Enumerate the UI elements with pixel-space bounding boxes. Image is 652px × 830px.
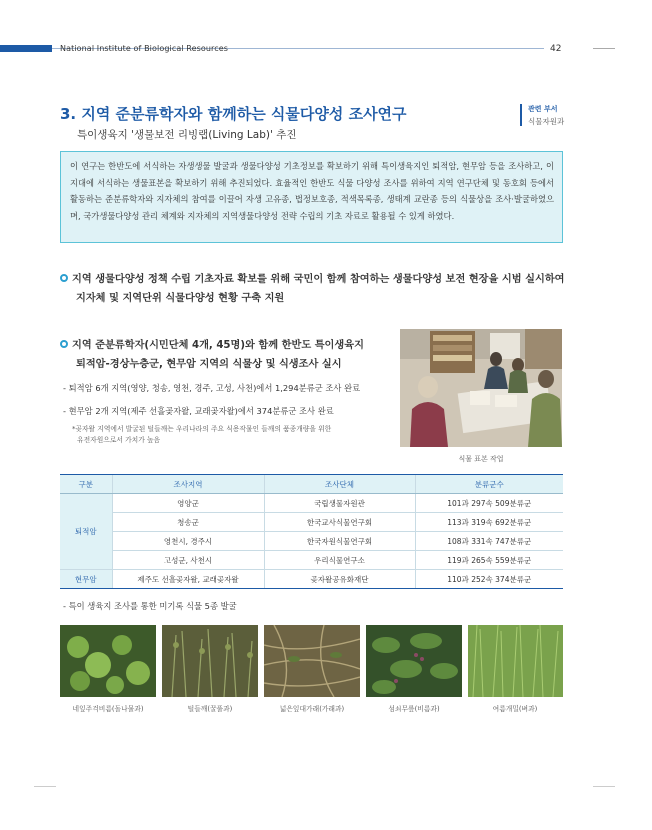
table-cell: 국립생물자원관 (264, 494, 415, 513)
bullet-policy (60, 270, 570, 308)
detail-sedimentary: - 퇴적암 6개 지역(영양, 청송, 영천, 경주, 고성, 사천)에서 1,294분류군 조사 완료 (63, 383, 361, 393)
related-dept-value: 식물자원과 (528, 117, 565, 126)
table-cell: 110과 252속 374분류군 (415, 570, 563, 589)
table-cell: 영천시, 경주시 (112, 532, 264, 551)
plant-photo-4 (366, 625, 462, 697)
table-cell: 고성군, 사천시 (112, 551, 264, 570)
section-title: 3. 지역 준분류학자와 함께하는 식물다양성 조사연구 (60, 105, 407, 123)
table-cell: 영양군 (112, 494, 264, 513)
group-sedimentary: 퇴적암 (60, 494, 112, 570)
header-dash (593, 48, 615, 49)
table-cell: 청송군 (112, 513, 264, 532)
related-dept-label: 관련 부서 (528, 105, 558, 113)
bullet-dot-icon (60, 274, 68, 282)
related-dept-bar (520, 104, 522, 126)
table-cell: 119과 265속 559분류군 (415, 551, 563, 570)
section-subtitle: 특이생육지 '생물보전 리빙랩(Living Lab)' 추진 (77, 129, 297, 141)
institute-name: National Institute of Biological Resources (60, 44, 229, 53)
table-cell: 113과 319속 692분류군 (415, 513, 563, 532)
bullet-survey-line2: 퇴적암-경상누층군, 현무암 지역의 식물상 및 식생조사 실시 (76, 359, 342, 370)
bullet-survey (60, 336, 390, 374)
plant-caption: 털들깨(꿀풀과) (187, 705, 233, 713)
plant-photo-3 (264, 625, 360, 697)
table-header: 조사단체 (264, 475, 415, 494)
table-header: 조사지역 (112, 475, 264, 494)
table-row (60, 532, 563, 551)
table-cell: 곶자왈공유화재단 (264, 570, 415, 589)
summary-box (60, 151, 563, 243)
plant-caption: 네잎주걱비름(돌나물과) (72, 705, 144, 713)
table-row (60, 570, 563, 589)
table-header-row (60, 475, 563, 494)
table-cell: 제주도 선흘곶자왈, 교래곶자왈 (112, 570, 264, 589)
plant-caption: 여름개밀(벼과) (492, 705, 538, 713)
table-cell: 한국자원식물연구회 (264, 532, 415, 551)
plant-photo-2 (162, 625, 258, 697)
table-row (60, 513, 563, 532)
specimen-work-photo (400, 329, 562, 447)
bullet-policy-line1: 지역 생물다양성 정책 수립 기초자료 확보를 위해 국민이 함께 참여하는 생물다양성 보전 현장을 시범 실시하여 (72, 274, 565, 285)
table-row (60, 494, 563, 513)
table-cell: 101과 297속 509분류군 (415, 494, 563, 513)
summary-text: 이 연구는 한반도에 서식하는 자생생물 발굴과 생물다양성 기초정보를 확보하기 위해 특이생육지인 퇴적암, 현무암 등을 조사하고, 이 지대에 서식하는 생물표본을 확보하기 위해 추진되었다. 효율적인 한반도 식물 다양성 조사를 위하여 지역 연구단체 및 동호회 등에서 활동하는 준분류학자와 지자체의 참여를 이끌어 자생 고유종, 법정보호종, 적색목록종, 생태계 교란종 등의 식물상을 조사·발굴하였으며, 국가생물다양성 관리 체계와 지자체의 지역생물다양성 전략 수립의 기초 자료로 활용될 수 있게 하였다. (70, 161, 554, 221)
table-header: 구분 (60, 475, 112, 494)
footer-dash-left (34, 786, 56, 787)
plant-caption: 넓은잎대가래(가래과) (279, 705, 345, 713)
header-accent-bar (0, 45, 52, 52)
footnote-line1: *곶자왈 지역에서 발굴된 털들깨는 우리나라의 주요 식용작물인 들깨의 품종개량을 위한 (72, 425, 332, 433)
survey-table (60, 474, 563, 589)
plants-heading: - 특이 생육지 조사를 통한 미기록 식물 5종 발굴 (63, 601, 237, 611)
table-cell: 우리식물연구소 (264, 551, 415, 570)
table-cell: 한국교사식물연구회 (264, 513, 415, 532)
page-number: 42 (550, 44, 562, 54)
footnote-line2: 유전자원으로서 가치가 높음 (77, 436, 161, 444)
table-cell: 108과 331속 747분류군 (415, 532, 563, 551)
group-basalt: 현무암 (60, 570, 112, 589)
footer-dash-right (593, 786, 615, 787)
bullet-policy-line2: 지자체 및 지역단위 식물다양성 현황 구축 지원 (76, 293, 285, 304)
photo-caption: 식물 표본 작업 (458, 455, 504, 463)
footnote (72, 424, 392, 446)
detail-basalt: - 현무암 2개 지역(제주 선흘곶자왈, 교래곶자왈)에서 374분류군 조사 완료 (63, 406, 334, 416)
bullet-survey-line1: 지역 준분류학자(시민단체 4개, 45명)와 함께 한반도 특이생육지 (72, 340, 364, 351)
table-row (60, 551, 563, 570)
bullet-dot-icon (60, 340, 68, 348)
table-header: 분류군수 (415, 475, 563, 494)
plant-photo-5 (468, 625, 563, 697)
plant-photo-1 (60, 625, 156, 697)
plant-caption: 섬쇠무릎(비름과) (388, 705, 440, 713)
